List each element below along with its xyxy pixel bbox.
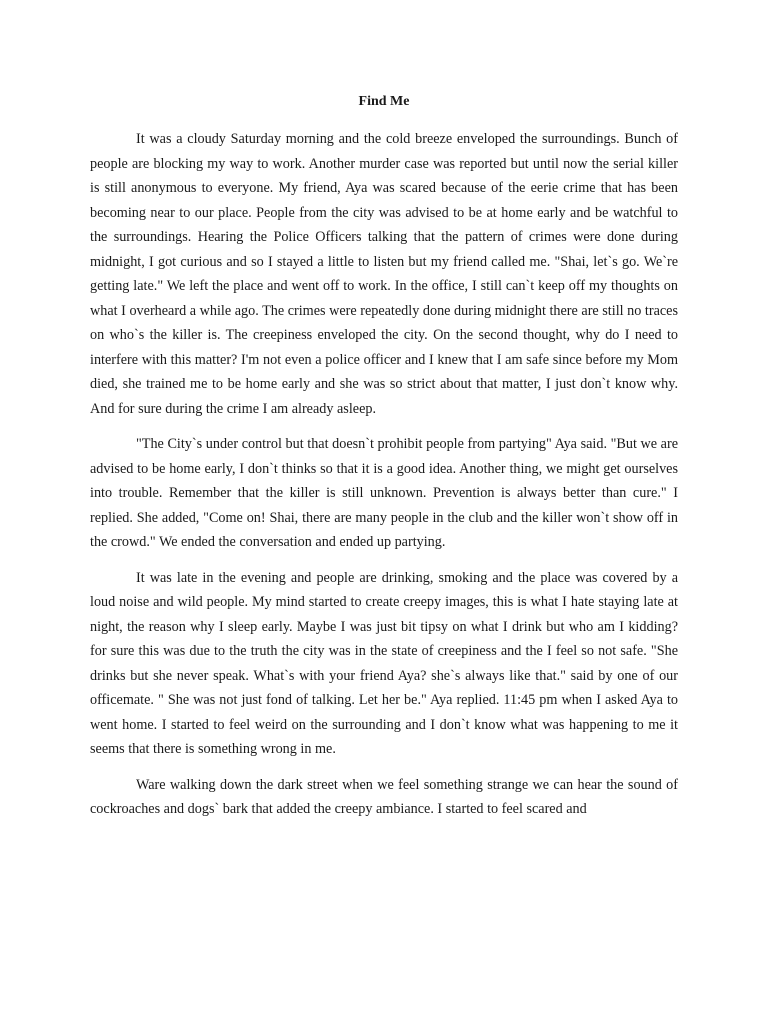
paragraph-4: Ware walking down the dark street when we feel something strange we can hear the sound of cockroaches and dogs` bark that added the creepy ambiance. I started to feel scared and xyxy=(90,776,678,817)
paragraph-1: It was a cloudy Saturday morning and the cold breeze enveloped the surroundings. Bunch of people are blocking my way to work. Another murder case was reported but until now the serial killer is still anonymous to everyone. My friend, Aya was scared because of the eerie crime that has been becoming near to our place. People from the city was advised to be at home early and be watchful to the surroundings. Hearing the Police Officers talking that the pattern of crimes were done during midnight, I got curious and so I stayed a little to listen but my friend called me. "Shai, let`s go. We`re getting late." We left the place and went off to work. In the office, I still can`t keep off my thoughts on what I overheard a while ago. The crimes were repeatedly done during midnight there are still no traces on who`s the killer is. The creepiness enveloped the city. On the second thought, why do I need to interfere with this matter? I'm not even a police officer and I knew that I am safe since before my Mom died, she trained me to be home early and she was so strict about that matter, I just don`t know why. And for sure during the crime I am already asleep. xyxy=(90,131,678,417)
document-title: Find Me xyxy=(358,94,410,109)
paragraph-2: "The City`s under control but that doesn`t prohibit people from partying" Aya said. "But we are advised to be home early, I don`t thinks so that it is a good idea. Another thing, we might get ourselves into trouble. Remember that the killer is still unknown. Prevention is always better than cure." I replied. She added, "Come on! Shai, there are many people in the club and the killer won`t show off in the crowd." We ended the conversation and ended up partying. xyxy=(90,436,678,550)
document-page xyxy=(90,92,678,833)
paragraph-3: It was late in the evening and people are drinking, smoking and the place was covered by a loud noise and wild people. My mind started to create creepy images, this is what I hate staying late at night, the reason why I sleep early. Maybe I was just bit tipsy on what I drink but who am I kidding? for sure this was due to the truth the city was in the state of creepiness and the I feel so not safe. "She drinks but she never speak. What`s with your friend Aya? she`s always like that." said by one of our officemate. " She was not just fond of talking. Let her be." Aya replied. 11:45 pm when I asked Aya to went home. I started to feel weird on the surrounding and I don`t know what was happening to me it seems that there is something wrong in me. xyxy=(90,569,678,757)
